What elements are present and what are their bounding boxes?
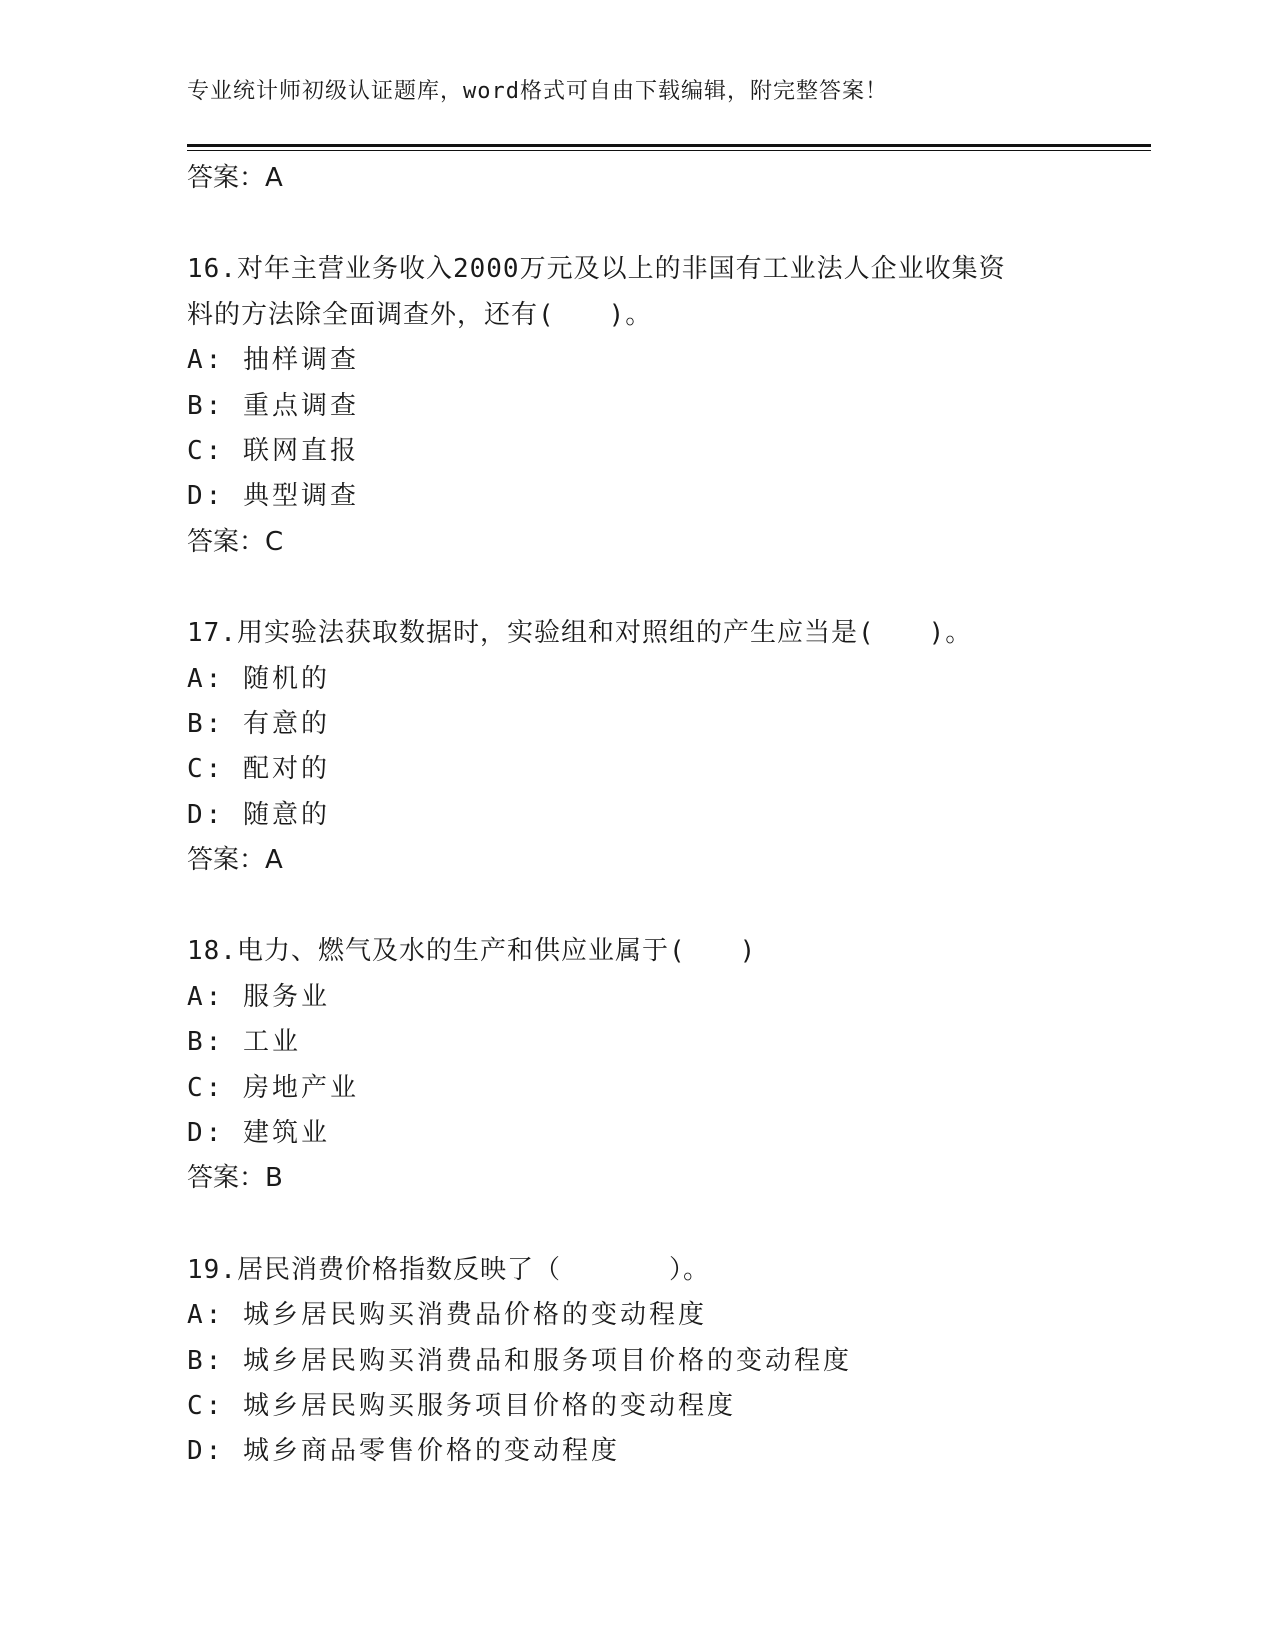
option-b: B: 城乡居民购买消费品和服务项目价格的变动程度 [187, 1345, 852, 1376]
spacer [187, 883, 1067, 929]
option-c: C: 配对的 [187, 754, 330, 785]
option-a: A: 服务业 [187, 981, 330, 1012]
option-d: D: 城乡商品零售价格的变动程度 [187, 1436, 620, 1467]
answer: 答案：B [187, 1163, 283, 1194]
spacer [187, 201, 1067, 247]
option-d: D: 随意的 [187, 799, 330, 830]
option-a: A: 城乡居民购买消费品价格的变动程度 [187, 1300, 707, 1331]
option-d: D: 典型调查 [187, 481, 359, 512]
question-16 [187, 247, 1067, 565]
option-a: A: 抽样调查 [187, 345, 359, 376]
answer: 答案：C [187, 526, 284, 557]
previous-answer: 答案：A [187, 163, 283, 193]
question-stem: 料的方法除全面调查外，还有( )。 [187, 299, 653, 330]
spacer [187, 1202, 1067, 1248]
option-b: B: 重点调查 [187, 390, 359, 421]
header-divider [187, 144, 1151, 147]
option-c: C: 城乡居民购买服务项目价格的变动程度 [187, 1390, 736, 1421]
option-b: B: 工业 [187, 1027, 301, 1058]
option-b: B: 有意的 [187, 708, 330, 739]
option-c: C: 联网直报 [187, 435, 359, 466]
option-d: D: 建筑业 [187, 1118, 330, 1149]
spacer [187, 565, 1067, 611]
question-stem: 16.对年主营业务收入2000万元及以上的非国有工业法人企业收集资 [187, 254, 1006, 285]
question-list [187, 156, 1067, 1475]
option-c: C: 房地产业 [187, 1072, 359, 1103]
answer: 答案：A [187, 845, 283, 876]
question-18 [187, 929, 1067, 1201]
question-stem: 19.居民消费价格指数反映了（ ）。 [187, 1254, 710, 1285]
question-17 [187, 611, 1067, 883]
option-a: A: 随机的 [187, 663, 330, 694]
question-19 [187, 1248, 1067, 1475]
question-stem: 18.电力、燃气及水的生产和供应业属于( ) [187, 936, 757, 967]
question-stem: 17.用实验法获取数据时，实验组和对照组的产生应当是( )。 [187, 618, 973, 649]
page-header: 专业统计师初级认证题库，word格式可自由下载编辑，附完整答案！ [187, 79, 888, 104]
